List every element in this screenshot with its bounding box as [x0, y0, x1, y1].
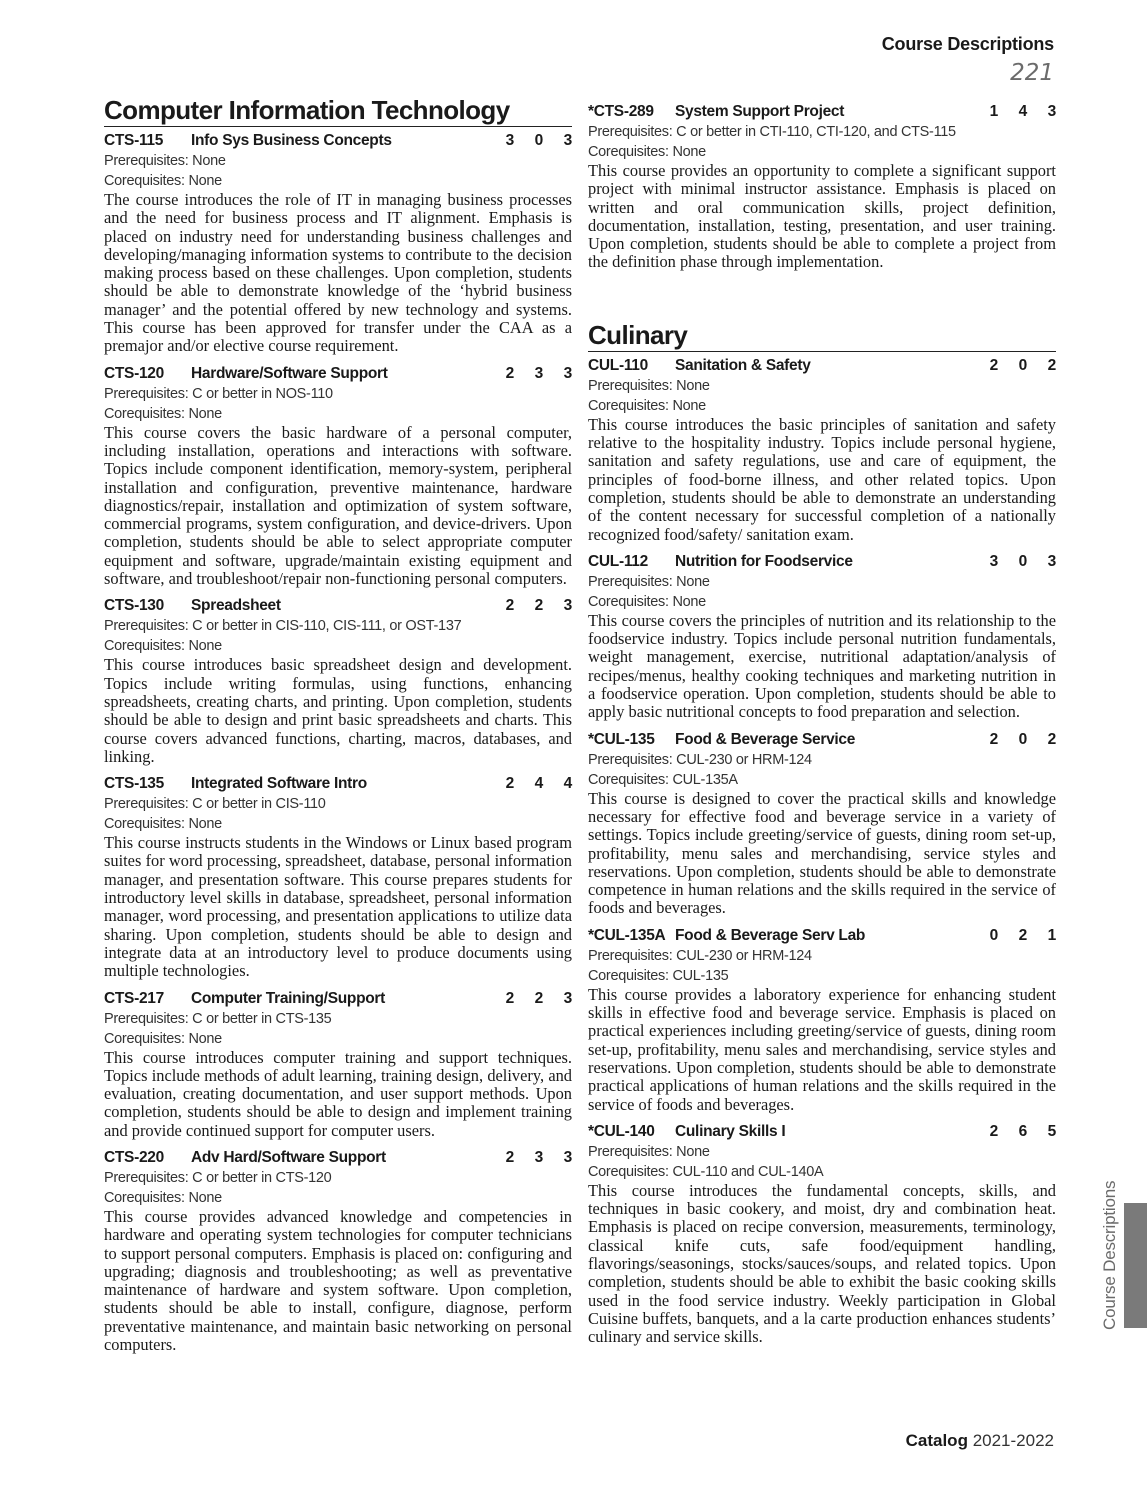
course-code: CUL-110 [588, 356, 648, 374]
course-cts-120 [104, 364, 572, 589]
corequisites: Corequisites: None [104, 1189, 222, 1206]
course-cts-135 [104, 774, 572, 980]
footer [906, 1431, 1054, 1451]
course-title: System Support Project [675, 103, 845, 120]
prerequisites: Prerequisites: C or better in NOS-110 [104, 385, 333, 402]
credit-hours: 2 [1047, 730, 1056, 748]
credit-hours: 3 [1047, 103, 1056, 120]
course-title: Nutrition for Foodservice [675, 552, 853, 570]
course-code: CTS-135 [104, 775, 164, 793]
course-credits [485, 989, 572, 1009]
footer-years: 2021-2022 [972, 1431, 1054, 1450]
footer-catalog: Catalog [905, 1431, 968, 1450]
course-cts-115 [104, 131, 572, 356]
course-title: Hardware/Software Support [191, 364, 388, 382]
credit-hours: 3 [1047, 552, 1056, 570]
course-description: This course instructs students in the Windows or Linux based program suites for word processing, spreadsheet, database, personal information manager, and presentation software. This course prepares students for introductory level skills in database, spreadsheet, personal information manager, word processing, and presentation applications to utilize data sharing. Upon completion, students should be able to design and integrate data at an introductory level to produce documents using multiple technologies. [104, 833, 572, 981]
course-title: Culinary Skills I [675, 1122, 786, 1140]
prerequisites: Prerequisites: CUL-230 or HRM-124 [588, 947, 812, 964]
prerequisites: Prerequisites: C or better in CIS-110, CIS-111, or OST-137 [104, 618, 462, 635]
course-code: *CUL-135 [588, 730, 655, 748]
page-number: 221 [1010, 60, 1054, 86]
course-cts-289 [588, 102, 1056, 272]
credit-hours: 3 [563, 597, 572, 615]
credit-class-hours: 1 [989, 103, 998, 120]
corequisites: Corequisites: None [104, 638, 222, 655]
corequisites: Corequisites: None [104, 1030, 222, 1047]
course-cul-135 [588, 730, 1056, 918]
course-heading [104, 774, 572, 794]
credit-lab-hours: 3 [534, 1148, 543, 1166]
course-heading [104, 596, 572, 616]
credit-lab-hours: 0 [1018, 356, 1027, 374]
credit-lab-hours: 0 [1018, 552, 1027, 570]
course-cul-112 [588, 552, 1056, 722]
course-title: Sanitation & Safety [675, 356, 811, 374]
credit-lab-hours: 4 [534, 775, 543, 793]
credit-lab-hours: 2 [534, 989, 543, 1007]
credit-class-hours: 3 [989, 552, 998, 570]
course-credits [485, 364, 572, 384]
corequisites: Corequisites: None [588, 593, 706, 610]
course-heading [588, 356, 1056, 376]
course-code: *CTS-289 [588, 103, 654, 120]
course-description: This course is designed to cover the practical skills and knowledge necessary for effective food and beverage service in a variety of settings. Topics include greeting/service of guests, dining room set-up, profitability, menu sales and merchandising, service styles and reservations. Upon completion, students should be able to demonstrate competence in human relations and the skills required in the service of foods and beverages. [588, 788, 1056, 918]
corequisites: Corequisites: None [588, 397, 706, 414]
section-tab-marker [1124, 1203, 1147, 1328]
course-title: Info Sys Business Concepts [191, 132, 392, 149]
credit-lab-hours: 4 [1018, 103, 1027, 120]
credit-hours: 3 [563, 989, 572, 1007]
course-description: This course provides an opportunity to complete a significant support project with minimal instructor assistance. Emphasis is placed on written and oral communication skills, project definition, documentation, installation, testing, presentation, and user training. Upon completion, students should be able to complete a project from the definition phase through implementation. [588, 161, 1056, 272]
credit-class-hours: 2 [989, 356, 998, 374]
course-description: This course introduces computer training and support techniques. Topics include methods of adult learning, training design, delivery, and evaluation, creating documentation, and user support methods. Upon completion, students should be able to design and implement training and provide continued support for computer users. [104, 1047, 572, 1140]
prerequisites: Prerequisites: C or better in CIS-110 [104, 796, 326, 813]
section-title-culinary: Culinary [588, 320, 1056, 352]
course-heading [104, 131, 572, 151]
course-title: Food & Beverage Serv Lab [675, 926, 866, 944]
credit-hours: 3 [563, 1148, 572, 1166]
course-code: CTS-115 [104, 132, 164, 149]
credit-lab-hours: 3 [534, 364, 543, 382]
course-title: Adv Hard/Software Support [191, 1148, 386, 1166]
prerequisites: Prerequisites: C or better in CTS-135 [104, 1010, 332, 1027]
prerequisites: Prerequisites: None [588, 377, 710, 394]
prerequisites: Prerequisites: None [104, 153, 226, 169]
course-title: Food & Beverage Service [675, 730, 856, 748]
course-credits [969, 926, 1056, 946]
course-credits [969, 552, 1056, 572]
prerequisites: Prerequisites: CUL-230 or HRM-124 [588, 751, 812, 768]
course-code: CTS-220 [104, 1148, 164, 1166]
corequisites: Corequisites: CUL-110 and CUL-140A [588, 1163, 824, 1180]
course-description: This course provides a laboratory experience for enhancing student skills in effective food and beverage service. Emphasis is placed on practical experiences including greeting/service of guests, dining room set-up, profitability, menu sales and merchandising, service styles and reservations. Upon completion, students should be able to demonstrate practical applications of human relations and the skills required in the service of foods and beverages. [588, 984, 1056, 1114]
credit-class-hours: 2 [505, 989, 514, 1007]
course-credits [485, 131, 572, 151]
course-cul-110 [588, 356, 1056, 544]
course-heading [588, 552, 1056, 572]
credit-class-hours: 2 [505, 364, 514, 382]
section-title-cit: Computer Information Technology [104, 95, 572, 127]
course-heading [588, 730, 1056, 750]
credit-lab-hours: 0 [1018, 730, 1027, 748]
course-description: This course covers the principles of nutrition and its relationship to the foodservice industry. Topics include personal nutrition fundamentals, weight management, exercise, nutritional adaptation/analysis of recipes/menus, healthy cooking techniques and marketing nutrition in a foodservice operation. Upon completion, students should be able to apply basic nutritional concepts to food preparation and selection. [588, 610, 1056, 722]
credit-class-hours: 2 [505, 1148, 514, 1166]
corequisites: Corequisites: CUL-135 [588, 967, 729, 984]
prerequisites: Prerequisites: None [588, 573, 710, 590]
credit-lab-hours: 0 [534, 132, 543, 149]
course-heading [588, 1122, 1056, 1142]
course-credits [969, 102, 1056, 122]
course-title: Integrated Software Intro [191, 775, 367, 793]
credit-hours: 2 [1047, 356, 1056, 374]
course-credits [969, 730, 1056, 750]
course-description: This course introduces the fundamental concepts, skills, and techniques in basic cookery, and moist, dry and combination heat. Emphasis is placed on recipe conversion, measurements, terminology, classical knife cuts, safe food/equipment handling, flavorings/seasonings, stocks/sauces/soups, and related topics. Upon completion, students should be able to exhibit the basic cooking skills used in the food service industry. Weekly participation in Global Cuisine buffets, banquets, and a la carte production enhances students’ culinary and service skills. [588, 1180, 1056, 1347]
credit-class-hours: 0 [989, 926, 998, 944]
course-credits [485, 1148, 572, 1168]
corequisites: Corequisites: None [588, 144, 706, 160]
running-header-title: Course Descriptions [881, 34, 1054, 54]
credit-hours: 4 [563, 775, 572, 793]
course-cul-140 [588, 1122, 1056, 1347]
course-code: CUL-112 [588, 552, 648, 570]
credit-lab-hours: 2 [534, 597, 543, 615]
corequisites: Corequisites: CUL-135A [588, 771, 738, 788]
credit-class-hours: 2 [505, 597, 514, 615]
course-description: This course provides advanced knowledge and competencies in hardware and operating system technologies for computer technicians to support personal computers. Emphasis is placed on: configuring and upgrading; diagnosis and troubleshooting; as well as preventative maintenance of hardware and system software. Upon completion, students should be able to install, configure, diagnose, perform preventative maintenance, and maintain basic networking on personal computers. [104, 1206, 572, 1355]
prerequisites: Prerequisites: C or better in CTI-110, CTI-120, and CTS-115 [588, 124, 956, 140]
corequisites: Corequisites: None [104, 816, 222, 833]
course-code: CTS-130 [104, 597, 164, 615]
credit-hours: 3 [563, 132, 572, 149]
course-code: *CUL-135A [588, 926, 666, 944]
credit-lab-hours: 6 [1018, 1122, 1027, 1140]
corequisites: Corequisites: None [104, 173, 222, 189]
credit-class-hours: 2 [989, 730, 998, 748]
side-section-label: Course Descriptions [1100, 1180, 1119, 1330]
course-description: This course covers the basic hardware of a personal computer, including installation, operations and interactions with software. Topics include component identification, memory-system, peripheral installation and configuration, preventive maintenance, hardware diagnostics/repair, installation and optimization of system software, commercial programs, system configuration, and device-drivers. Upon completion, students should be able to select appropriate computer equipment and software, upgrade/maintain existing equipment and software, and troubleshoot/repair non-functioning personal computers. [104, 422, 572, 589]
course-heading [588, 102, 1056, 122]
left-column [104, 95, 572, 1362]
course-description: The course introduces the role of IT in managing business processes and the need for business process and IT alignment. Emphasis is placed on industry need for understanding business challenges and developing/managing information systems to contribute to the decision making process based on these challenges. Upon completion, students should be able to demonstrate knowledge of the ‘hybrid business manager’ and the potential offered by new technology and systems. This course has been approved for transfer under the CAA as a premajor and/or elective course requirement. [104, 190, 572, 356]
course-heading [104, 1148, 572, 1168]
course-heading [588, 926, 1056, 946]
course-code: CTS-217 [104, 989, 164, 1007]
course-credits [485, 596, 572, 616]
prerequisites: Prerequisites: C or better in CTS-120 [104, 1169, 332, 1186]
prerequisites: Prerequisites: None [588, 1143, 710, 1160]
credit-lab-hours: 2 [1018, 926, 1027, 944]
credit-class-hours: 2 [989, 1122, 998, 1140]
course-description: This course introduces basic spreadsheet design and development. Topics include writing formulas, using functions, enhancing spreadsheets, creating charts, and printing. Upon completion, students should be able to design and print basic spreadsheets and charts. This course covers advanced functions, charting, macros, databases, and linking. [104, 655, 572, 766]
section-spacer [588, 280, 1056, 320]
course-heading [104, 989, 572, 1009]
corequisites: Corequisites: None [104, 405, 222, 422]
course-cts-220 [104, 1148, 572, 1354]
course-title: Computer Training/Support [191, 989, 385, 1007]
right-column [588, 102, 1056, 1354]
course-credits [485, 774, 572, 794]
course-heading [104, 364, 572, 384]
course-description: This course introduces the basic principles of sanitation and safety relative to the hospitality industry. Topics include personal hygiene, sanitation and safety regulations, use and care of equipment, the principles of food-borne illness, and other related topics. Upon completion, students should be able to demonstrate an understanding of the content necessary for successful completion of a nationally recognized food/safety/ sanitation exam. [588, 414, 1056, 544]
credit-hours: 1 [1047, 926, 1056, 944]
credit-class-hours: 3 [505, 132, 514, 149]
credit-hours: 5 [1047, 1122, 1056, 1140]
credit-hours: 3 [563, 364, 572, 382]
course-code: *CUL-140 [588, 1122, 655, 1140]
course-credits [969, 1122, 1056, 1142]
course-cts-130 [104, 596, 572, 766]
course-code: CTS-120 [104, 364, 164, 382]
course-cul-135a [588, 926, 1056, 1114]
course-credits [969, 356, 1056, 376]
course-title: Spreadsheet [191, 597, 281, 615]
course-cts-217 [104, 989, 572, 1140]
credit-class-hours: 2 [505, 775, 514, 793]
